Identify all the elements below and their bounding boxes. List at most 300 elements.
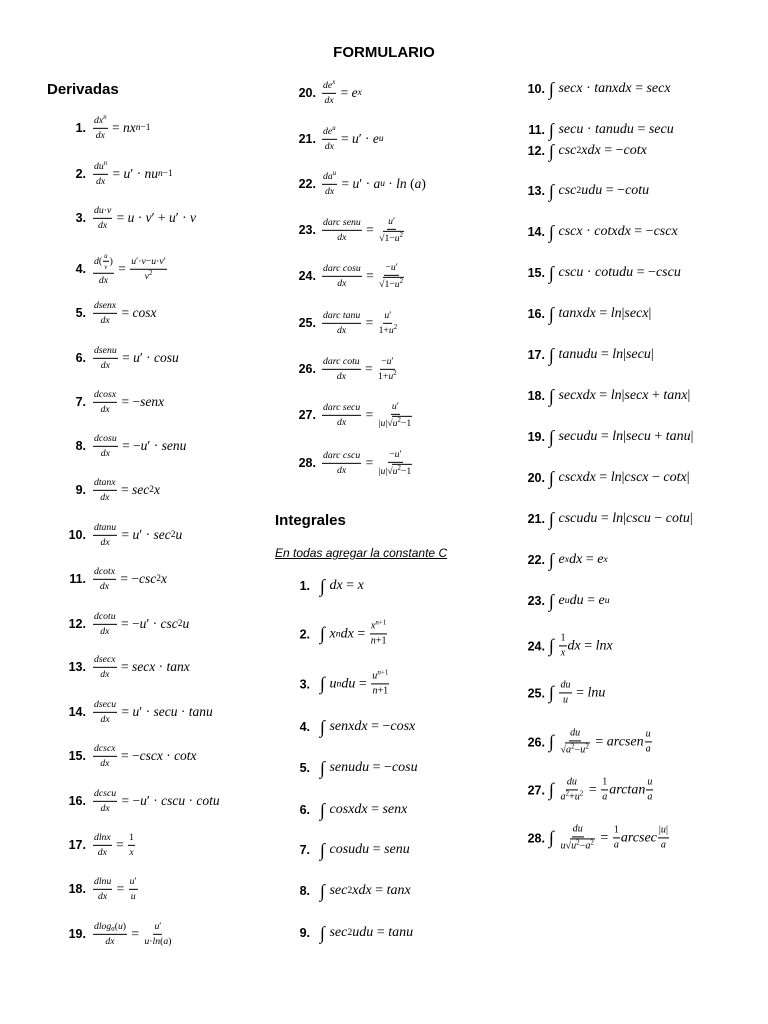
derivada-row-26 xyxy=(290,356,399,382)
math-text: u xyxy=(378,134,384,144)
math-symbol: 2 xyxy=(585,742,589,751)
math-text: tanx xyxy=(663,387,688,403)
formula xyxy=(549,727,653,756)
math-text: senx xyxy=(382,801,408,817)
integral-row-9 xyxy=(284,924,413,942)
integral-row-14 xyxy=(519,223,678,241)
math-text: e xyxy=(351,85,358,101)
math-symbol: · xyxy=(155,659,167,675)
math-text: tanx xyxy=(166,659,190,675)
math-text: cotx xyxy=(623,142,647,158)
fraction xyxy=(378,449,414,477)
math-text: cosu xyxy=(391,759,418,775)
math-symbol: ′ · xyxy=(358,131,373,147)
math-symbol: = xyxy=(338,176,353,192)
fraction-denominator xyxy=(100,359,111,372)
math-text: tanu xyxy=(342,309,361,321)
fraction xyxy=(93,477,117,503)
fraction xyxy=(93,300,117,326)
math-symbol: = xyxy=(580,638,596,653)
fraction xyxy=(559,776,584,803)
integral-sign: ∫ xyxy=(549,262,554,283)
math-text: v xyxy=(144,270,149,282)
math-text: secx xyxy=(624,387,649,403)
math-text: u xyxy=(372,670,378,682)
math-text: du xyxy=(570,727,581,739)
math-symbol: = xyxy=(595,469,611,485)
math-text: du xyxy=(569,592,584,608)
math-text: dlnu xyxy=(94,875,112,887)
formula xyxy=(92,921,173,947)
fraction-denominator xyxy=(324,94,335,107)
superscript xyxy=(377,669,388,677)
math-text: dlog xyxy=(94,920,112,932)
math-text: ln xyxy=(152,935,161,947)
math-symbol: 2 xyxy=(170,530,176,540)
integral-sign: ∫ xyxy=(320,880,325,901)
integral-row-6 xyxy=(284,801,407,819)
derivada-row-13 xyxy=(60,654,190,680)
math-symbol: 2 xyxy=(399,231,404,239)
fraction xyxy=(93,205,112,231)
derivada-row-3 xyxy=(60,205,196,231)
math-text: cscxdx xyxy=(558,469,596,485)
fraction-denominator xyxy=(95,175,106,188)
formula xyxy=(92,699,213,725)
item-number: 14. xyxy=(527,224,545,239)
math-symbol: 1 xyxy=(129,831,134,843)
fraction-denominator xyxy=(370,635,388,648)
fraction-numerator xyxy=(322,402,361,416)
math-text: cscudu xyxy=(558,510,598,526)
math-text: arcsec xyxy=(620,830,657,845)
math-text: u xyxy=(182,616,190,632)
math-symbol: ) xyxy=(421,176,426,192)
math-text: x xyxy=(332,79,336,87)
math-symbol: · xyxy=(582,223,595,239)
fraction-numerator xyxy=(93,115,108,129)
math-text: dx xyxy=(98,274,109,286)
math-symbol: 2 xyxy=(347,926,353,938)
item-number: 14. xyxy=(68,705,86,719)
math-text: v xyxy=(159,255,164,267)
math-text: de xyxy=(323,125,333,137)
fraction-denominator xyxy=(99,491,110,504)
derivada-row-18 xyxy=(60,876,139,902)
fraction xyxy=(613,824,620,851)
item-number: 2. xyxy=(75,167,86,181)
math-symbol: ′ xyxy=(159,920,162,932)
integral-row-24 xyxy=(519,632,613,659)
fraction-numerator xyxy=(93,743,117,757)
fraction-denominator xyxy=(99,403,110,416)
fraction xyxy=(93,433,118,459)
radical xyxy=(379,231,404,245)
fraction-denominator xyxy=(336,324,347,337)
math-text: dx xyxy=(100,359,110,371)
fraction-numerator xyxy=(130,256,167,270)
math-symbol: | xyxy=(623,428,626,444)
integral-row-27 xyxy=(519,776,654,803)
math-symbol: = xyxy=(371,882,387,898)
math-text: u xyxy=(130,890,136,902)
math-text: dtanx xyxy=(94,476,116,488)
math-symbol: = xyxy=(362,407,377,423)
math-text: darc xyxy=(323,216,341,228)
math-text: x xyxy=(603,553,608,565)
fraction-numerator xyxy=(322,310,361,324)
math-symbol: ′ · xyxy=(175,210,190,226)
math-text: u xyxy=(391,400,397,412)
item-number: 25. xyxy=(527,686,545,700)
math-symbol: | xyxy=(690,428,694,444)
math-symbol: = xyxy=(596,830,612,845)
math-text: u xyxy=(154,920,160,932)
formula xyxy=(549,428,693,446)
item-number: 10. xyxy=(68,528,86,542)
math-text: dsenx xyxy=(94,299,117,311)
formula xyxy=(321,401,414,429)
derivada-row-28 xyxy=(290,449,414,477)
derivada-row-17 xyxy=(60,832,136,858)
math-symbol: ( xyxy=(98,255,103,267)
math-text: ln xyxy=(612,346,624,362)
math-symbol: | xyxy=(689,510,693,526)
fraction xyxy=(93,788,117,814)
radical xyxy=(379,277,404,291)
fraction-numerator xyxy=(93,788,117,802)
integral-sign: ∫ xyxy=(549,180,554,201)
math-text: n xyxy=(157,169,163,179)
math-symbol: = xyxy=(362,268,378,284)
math-text: cosu xyxy=(342,262,361,274)
superscript xyxy=(333,170,336,177)
fraction-denominator xyxy=(104,935,115,948)
math-symbol: · xyxy=(582,80,595,96)
math-symbol: ′ xyxy=(163,255,166,267)
item-number: 26. xyxy=(298,362,316,376)
math-text: cscx xyxy=(653,223,678,239)
item-number: 19. xyxy=(68,927,86,941)
item-number: 2. xyxy=(299,627,310,641)
math-symbol xyxy=(555,831,559,845)
math-text: tanudu xyxy=(595,121,634,137)
math-text: xdx xyxy=(581,142,601,158)
math-text: u xyxy=(660,824,666,836)
math-text: u xyxy=(386,355,392,367)
fraction-denominator xyxy=(143,935,172,948)
math-text: dlnx xyxy=(94,831,111,843)
item-number: 3. xyxy=(75,211,86,225)
derivadas-heading: Derivadas xyxy=(47,81,119,98)
integral-sign: ∫ xyxy=(549,508,554,529)
math-text: secx xyxy=(646,80,671,96)
fraction-numerator xyxy=(322,217,362,231)
integral-row-26 xyxy=(519,727,653,756)
math-symbol: 2 xyxy=(571,742,575,751)
integral-row-18 xyxy=(519,387,690,405)
math-symbol: = xyxy=(113,210,128,226)
math-text: dx xyxy=(100,536,110,548)
math-symbol: · xyxy=(103,204,107,216)
formula xyxy=(549,510,693,528)
math-symbol: 2 xyxy=(590,838,594,847)
math-text: sec xyxy=(131,482,150,498)
derivada-row-15 xyxy=(60,743,197,769)
math-text: dx xyxy=(324,94,334,106)
math-symbol: | xyxy=(378,417,381,429)
math-symbol: ′ xyxy=(134,875,137,887)
formula xyxy=(321,449,414,477)
math-text: a xyxy=(163,935,169,947)
math-text: dx xyxy=(324,140,334,152)
math-text: cscu xyxy=(625,510,651,526)
formula xyxy=(321,356,399,382)
derivada-row-24 xyxy=(290,262,406,290)
fraction xyxy=(645,728,652,755)
math-text: u xyxy=(140,793,147,809)
integral-sign: ∫ xyxy=(549,78,554,99)
formula xyxy=(320,882,411,900)
math-text: csc xyxy=(160,616,178,632)
item-number: 8. xyxy=(75,439,86,453)
item-number: 4. xyxy=(75,262,86,276)
formula xyxy=(549,679,605,706)
superscript xyxy=(103,114,106,121)
math-symbol: = − xyxy=(117,616,140,632)
integral-sign: ∫ xyxy=(320,799,325,820)
math-symbol: = xyxy=(118,305,133,321)
fraction-denominator xyxy=(378,230,405,245)
math-text: tanxdx xyxy=(594,80,632,96)
math-text: cscx xyxy=(139,748,163,764)
integral-sign: ∫ xyxy=(320,839,325,860)
fraction xyxy=(93,252,114,286)
fraction xyxy=(322,80,336,106)
math-text: dx xyxy=(336,370,346,382)
formula xyxy=(321,262,406,290)
radical-sign: √ xyxy=(379,278,385,290)
derivada-row-9 xyxy=(60,477,160,503)
item-number: 26. xyxy=(527,735,545,749)
fraction xyxy=(93,611,117,637)
math-text: e xyxy=(558,592,565,608)
fraction xyxy=(322,217,362,243)
fraction xyxy=(322,126,337,152)
math-symbol: = xyxy=(631,80,647,96)
integral-row-21 xyxy=(519,510,693,528)
fraction xyxy=(93,115,108,141)
integral-sign: ∫ xyxy=(320,575,325,596)
math-text: secudu xyxy=(558,428,598,444)
math-text: n xyxy=(377,668,381,677)
math-text: u xyxy=(384,309,390,321)
math-symbol: ) xyxy=(122,920,127,932)
math-symbol: ) xyxy=(109,255,113,267)
math-text: cosudu xyxy=(329,841,370,857)
math-text: u xyxy=(560,840,566,852)
math-text: dx xyxy=(569,551,583,567)
math-text: du xyxy=(94,160,104,172)
math-symbol: = − xyxy=(369,759,392,775)
integral-row-2 xyxy=(284,620,389,647)
math-symbol: ( xyxy=(114,920,118,932)
math-symbol: = xyxy=(369,841,385,857)
math-text: tanu xyxy=(665,428,691,444)
math-text: senu xyxy=(342,216,361,228)
math-text: x xyxy=(564,553,570,565)
math-text: dx xyxy=(337,231,347,243)
derivada-row-14 xyxy=(60,699,213,725)
fraction-denominator xyxy=(378,324,399,337)
math-symbol: | xyxy=(658,824,661,836)
formula xyxy=(320,924,413,942)
integral-sign: ∫ xyxy=(549,635,554,656)
math-text: v xyxy=(104,263,108,272)
item-number: 6. xyxy=(299,802,310,817)
math-text: ln xyxy=(610,305,622,321)
math-symbol: · xyxy=(156,255,160,267)
integral-sign: ∫ xyxy=(549,385,554,406)
math-text: e xyxy=(372,131,379,147)
derivada-row-22 xyxy=(290,171,426,197)
math-symbol: 2 xyxy=(393,369,397,377)
item-number: 4. xyxy=(299,719,310,734)
radical xyxy=(566,839,595,853)
formula xyxy=(92,477,160,503)
math-symbol: = xyxy=(118,527,133,543)
math-symbol: ′ · xyxy=(146,793,162,809)
fraction-numerator xyxy=(93,876,112,890)
math-text: dx xyxy=(100,625,110,637)
math-text: cscx xyxy=(558,223,583,239)
fraction xyxy=(322,263,362,289)
math-text: dx xyxy=(94,114,104,126)
fraction-numerator xyxy=(380,356,394,370)
math-symbol: − xyxy=(389,448,395,460)
math-text: dsecx xyxy=(94,653,116,665)
item-number: 28. xyxy=(298,456,316,470)
fraction xyxy=(93,876,112,902)
math-text: darc xyxy=(323,309,341,321)
fraction-denominator xyxy=(562,694,569,707)
math-symbol: = xyxy=(114,261,130,277)
math-text: da xyxy=(323,170,333,182)
math-text: secx xyxy=(558,80,583,96)
math-symbol: +1 xyxy=(377,685,389,697)
formula xyxy=(321,80,362,106)
fraction-numerator xyxy=(322,126,337,140)
math-symbol: | xyxy=(385,465,388,477)
derivada-row-4 xyxy=(60,252,168,286)
item-number: 21. xyxy=(527,511,545,526)
formula xyxy=(92,389,164,415)
fraction-numerator xyxy=(93,161,108,175)
math-symbol: ′ xyxy=(395,261,398,273)
integral-row-22 xyxy=(519,551,608,569)
math-text: dcotx xyxy=(94,565,116,577)
math-text: x xyxy=(370,620,376,632)
radical xyxy=(387,464,412,478)
fraction-denominator xyxy=(99,314,110,327)
item-number: 5. xyxy=(299,760,310,775)
fraction-numerator xyxy=(93,345,118,359)
fraction-denominator xyxy=(336,464,347,477)
math-text: n xyxy=(103,114,107,122)
fraction-numerator xyxy=(613,824,620,838)
math-symbol: 2 xyxy=(177,619,183,629)
math-text: dx xyxy=(95,129,105,141)
math-symbol: ′ · xyxy=(139,350,155,366)
math-text: cscu xyxy=(655,264,681,280)
fraction xyxy=(93,921,127,947)
fraction-numerator xyxy=(93,921,127,935)
formula xyxy=(92,522,182,548)
formula xyxy=(549,264,681,282)
math-text: u xyxy=(175,527,183,543)
math-text: lnx xyxy=(595,638,613,653)
math-symbol: · xyxy=(177,704,189,720)
fraction-denominator xyxy=(336,277,347,290)
fraction-denominator xyxy=(336,231,347,244)
math-symbol: · xyxy=(134,210,146,226)
math-symbol: ′ xyxy=(391,355,394,367)
math-text: secu xyxy=(625,346,651,362)
math-symbol: = − xyxy=(118,793,141,809)
fraction-numerator xyxy=(384,262,398,276)
math-text: u xyxy=(151,255,157,267)
fraction-denominator xyxy=(377,370,398,383)
superscript xyxy=(585,743,589,751)
math-text: u xyxy=(574,791,580,803)
math-symbol: 2 xyxy=(397,464,401,472)
fraction-numerator xyxy=(103,252,109,262)
fraction-numerator xyxy=(371,670,389,684)
math-text: cscu xyxy=(161,793,186,809)
fraction-numerator xyxy=(566,776,578,790)
fraction-denominator xyxy=(660,839,667,852)
math-symbol: = xyxy=(118,704,133,720)
math-symbol xyxy=(555,686,559,700)
formula xyxy=(549,182,649,200)
math-text: dtanu xyxy=(94,521,117,533)
fraction-denominator xyxy=(371,685,389,698)
math-text: u xyxy=(123,166,131,182)
derivada-row-8 xyxy=(60,433,186,459)
formula xyxy=(320,620,389,647)
math-text: dx xyxy=(100,668,110,680)
integral-row-19 xyxy=(519,428,693,446)
math-text: dx xyxy=(105,935,115,947)
math-text: u xyxy=(351,131,359,147)
item-number: 1. xyxy=(299,578,310,593)
derivada-row-5 xyxy=(60,300,157,326)
formula xyxy=(549,387,690,405)
math-text: tanudu xyxy=(558,346,598,362)
math-text: u xyxy=(388,324,394,336)
math-symbol xyxy=(555,783,559,797)
math-symbol: = xyxy=(633,121,649,137)
math-text: cotu xyxy=(342,355,360,367)
math-symbol: = xyxy=(582,551,598,567)
superscript xyxy=(580,790,584,798)
fraction-numerator xyxy=(93,477,117,491)
math-symbol: = xyxy=(113,881,128,897)
integral-row-7 xyxy=(284,841,410,859)
fraction-numerator xyxy=(93,611,117,625)
math-text: e xyxy=(558,551,565,567)
math-symbol: = xyxy=(108,120,123,136)
